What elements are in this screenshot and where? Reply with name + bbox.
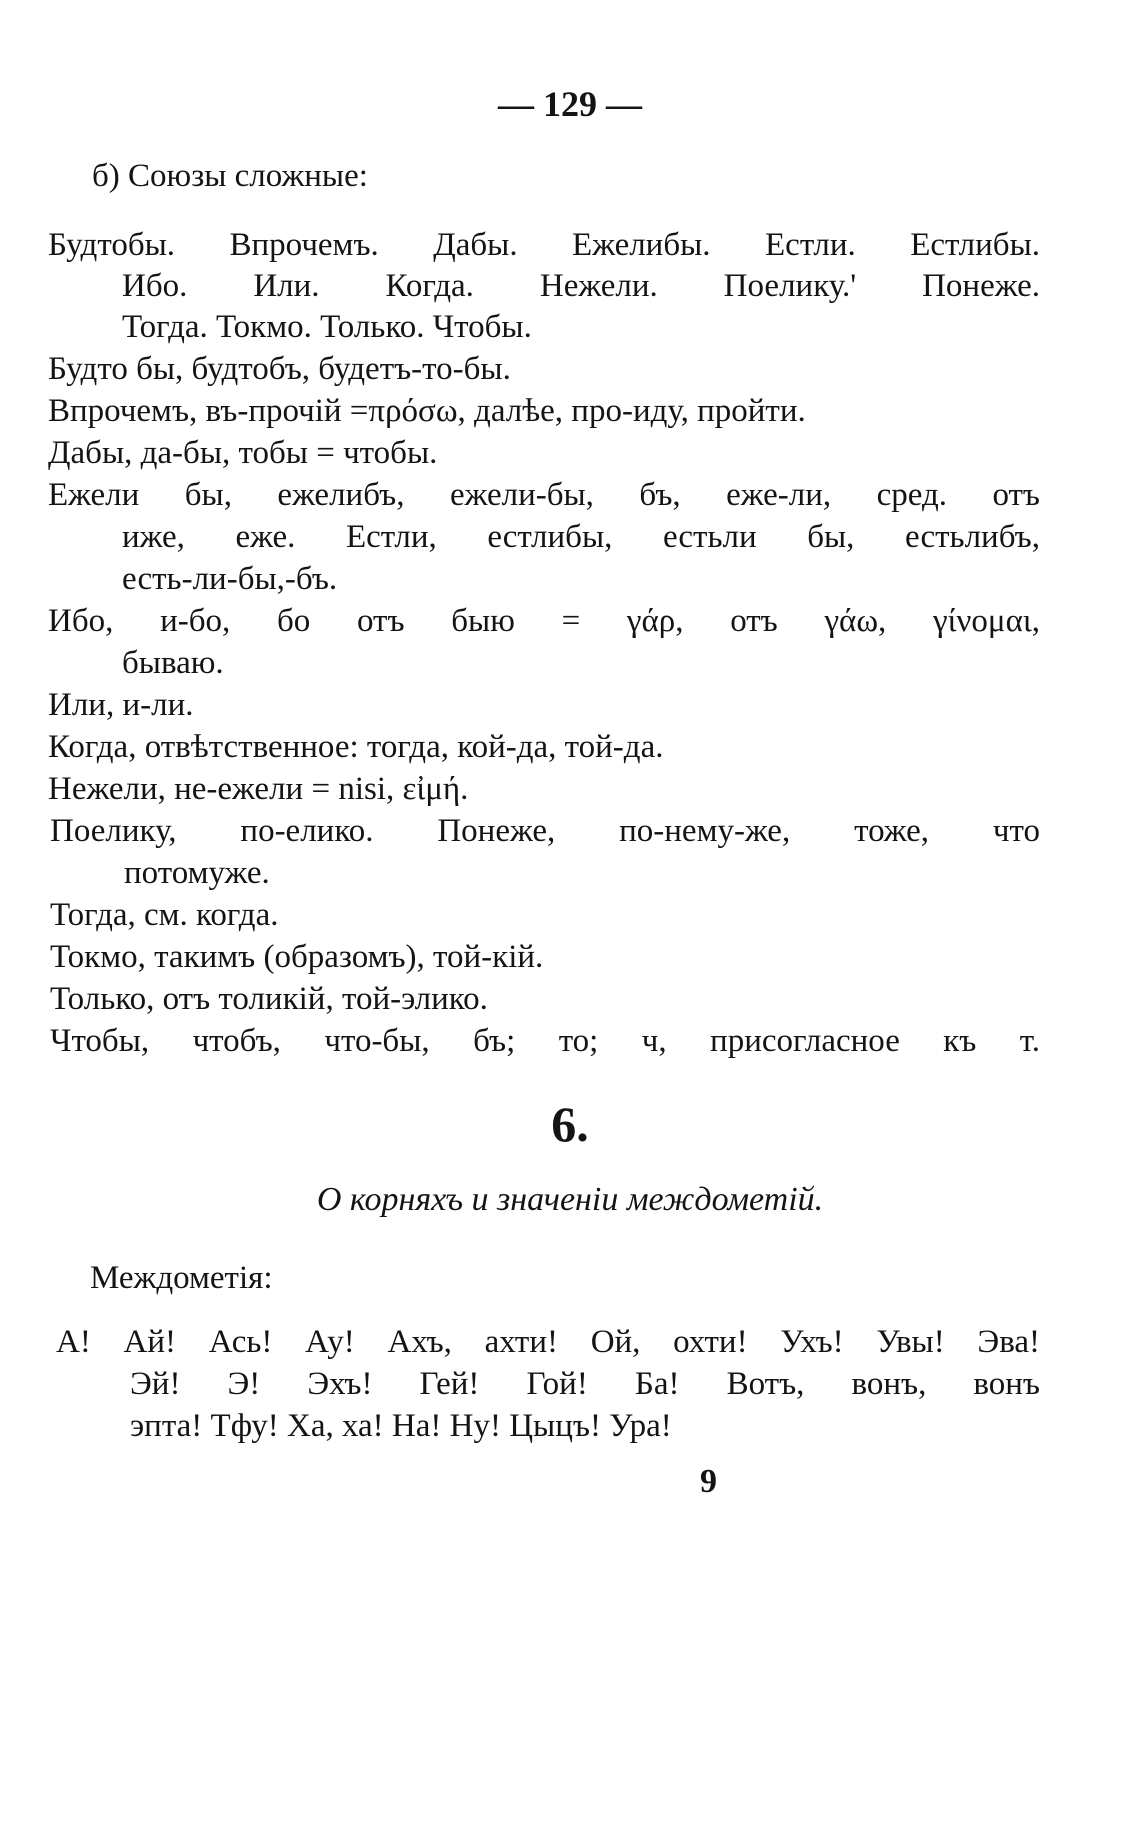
entry-vprochem: Впрочемъ, въ-прочiй =πρόσω, далѣе, про-иду, пройти.	[48, 393, 806, 429]
page-number-header: — 129 —	[498, 84, 642, 124]
entry-ibo-line-1: Ибо, и-бо, бо отъ быю = γάρ, отъ γάω, γίνομαι,	[48, 603, 1040, 639]
interjections-heading: Междометiя:	[90, 1260, 273, 1296]
entry-ibo-line-2: бываю.	[122, 645, 224, 681]
entry-ili: Или, и-ли.	[48, 687, 194, 723]
entry-togda: Тогда, см. когда.	[50, 897, 279, 933]
entry-ezheli-line-1: Ежели бы, ежелибъ, ежели-бы, бъ, еже-ли, сред. отъ	[48, 477, 1040, 513]
entry-daby: Дабы, да-бы, тобы = чтобы.	[48, 435, 438, 471]
interjections-line-3: эпта! Тфу! Ха, ха! На! Ну! Цыцъ! Ура!	[130, 1408, 672, 1444]
signature-mark: 9	[700, 1463, 717, 1500]
conjunction-list-line-2: Ибо. Или. Когда. Нежели. Поелику.' Понеже.	[122, 268, 1040, 304]
entry-poeliku-line-1: Поелику, по-елико. Понеже, по-нему-же, тоже, что	[50, 813, 1040, 849]
entry-ezheli-line-2: иже, еже. Естли, естлибы, естьли бы, естьлибъ,	[122, 519, 1040, 555]
entry-tokmo: Токмо, такимъ (образомъ), той-кiй.	[50, 939, 544, 975]
section-title: О корняхъ и значенiи междометiй.	[316, 1181, 824, 1218]
entry-chtoby: Чтобы, чтобъ, что-бы, бъ; то; ч, присогласное къ т.	[50, 1023, 1040, 1059]
interjections-line-2: Эй! Э! Эхъ! Гей! Гой! Ба! Вотъ, вонъ, вонъ	[130, 1366, 1040, 1402]
interjections-line-1: А! Ай! Ась! Ау! Ахъ, ахти! Ой, охти! Ухъ! Увы! Эва!	[56, 1324, 1040, 1360]
section-number: 6.	[551, 1096, 589, 1152]
entry-budto-by: Будто бы, будтобъ, будетъ-то-бы.	[48, 351, 511, 387]
entry-kogda: Когда, отвѣтственное: тогда, кой-да, той-да.	[48, 729, 664, 765]
entry-nezheli: Нежели, не-ежели = nisi, εἰμή.	[48, 771, 469, 807]
conjunction-list-line-3: Тогда. Токмо. Только. Чтобы.	[122, 309, 532, 345]
subheading-compound-conjunctions: б) Союзы сложные:	[92, 158, 368, 194]
entry-poeliku-line-2: потомуже.	[124, 855, 270, 891]
conjunction-list-line-1: Будтобы. Впрочемъ. Дабы. Ежелибы. Естли. Естлибы.	[48, 227, 1040, 263]
entry-tolko: Только, отъ толикiй, той-элико.	[50, 981, 488, 1017]
entry-ezheli-line-3: есть-ли-бы,-бъ.	[122, 561, 338, 597]
